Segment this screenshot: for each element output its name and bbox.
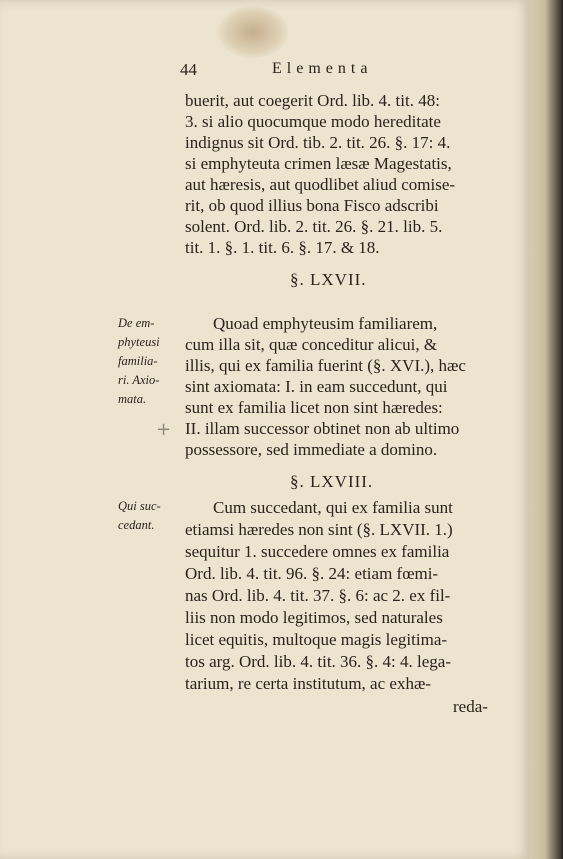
page-edge — [530, 0, 563, 859]
pencil-mark: + — [156, 419, 172, 440]
catchword: reda- — [453, 697, 488, 716]
body-line: tos arg. Ord. lib. 4. tit. 36. §. 4: 4. lega- — [185, 652, 451, 671]
section-heading: §. LXVII. — [290, 270, 367, 289]
page-header — [180, 60, 520, 84]
margin-note: phyteusi — [118, 335, 160, 349]
body-line: cum illa sit, quæ conceditur alicui, & — [185, 335, 438, 354]
body-line: Ord. lib. 4. tit. 96. §. 24: etiam fœmi- — [185, 564, 439, 583]
body-line: indignus sit Ord. tib. 2. tit. 26. §. 17: 4. — [185, 133, 451, 152]
body-line: Quoad emphyteusim familiarem, — [213, 314, 438, 333]
body-line: nas Ord. lib. 4. tit. 37. §. 6: ac 2. ex fil- — [185, 586, 451, 605]
body-line: 3. si alio quocumque modo hereditate — [185, 112, 441, 131]
margin-note: cedant. — [118, 518, 155, 532]
body-line: tit. 1. §. 1. tit. 6. §. 17. & 18. — [185, 238, 380, 257]
body-line: si emphyteuta crimen læsæ Magestatis, — [185, 154, 452, 173]
body-line: illis, qui ex familia fuerint (§. XVI.), hæc — [185, 356, 466, 375]
body-line: sint axiomata: I. in eam succedunt, qui — [185, 377, 448, 396]
body-line: possessore, sed immediate a domino. — [185, 440, 438, 459]
body-line: sunt ex familia licet non sint hæredes: — [185, 398, 443, 417]
body-line: liis non modo legitimos, sed naturales — [185, 608, 443, 627]
margin-note: familia- — [118, 354, 158, 368]
body-line: II. illam successor obtinet non ab ultimo — [185, 419, 460, 438]
body-line: tarium, re certa institutum, ac exhæ- — [185, 674, 431, 693]
section-heading: §. LXVIII. — [290, 472, 374, 491]
body-line: licet equitis, multoque magis legitima- — [185, 630, 448, 649]
body-line: solent. Ord. lib. 2. tit. 26. §. 21. lib. 5. — [185, 217, 443, 236]
body-line: rit, ob quod illius bona Fisco adscribi — [185, 196, 439, 215]
body-line: aut hæresis, aut quodlibet aliud comise- — [185, 175, 456, 194]
body-line: Cum succedant, qui ex familia sunt — [213, 498, 453, 517]
margin-note: ri. Axio- — [118, 373, 160, 387]
body-line: etiamsi hæredes non sint (§. LXVII. 1.) — [185, 520, 453, 539]
body-line: buerit, aut coegerit Ord. lib. 4. tit. 48: — [185, 91, 440, 110]
margin-note: mata. — [118, 392, 147, 406]
body-line: sequitur 1. succedere omnes ex familia — [185, 542, 450, 561]
margin-note: Qui suc- — [118, 499, 161, 513]
water-stain — [218, 6, 288, 58]
page-number: 44 — [180, 60, 197, 79]
running-title: Elementa — [272, 60, 373, 77]
margin-note: De em- — [118, 316, 155, 330]
